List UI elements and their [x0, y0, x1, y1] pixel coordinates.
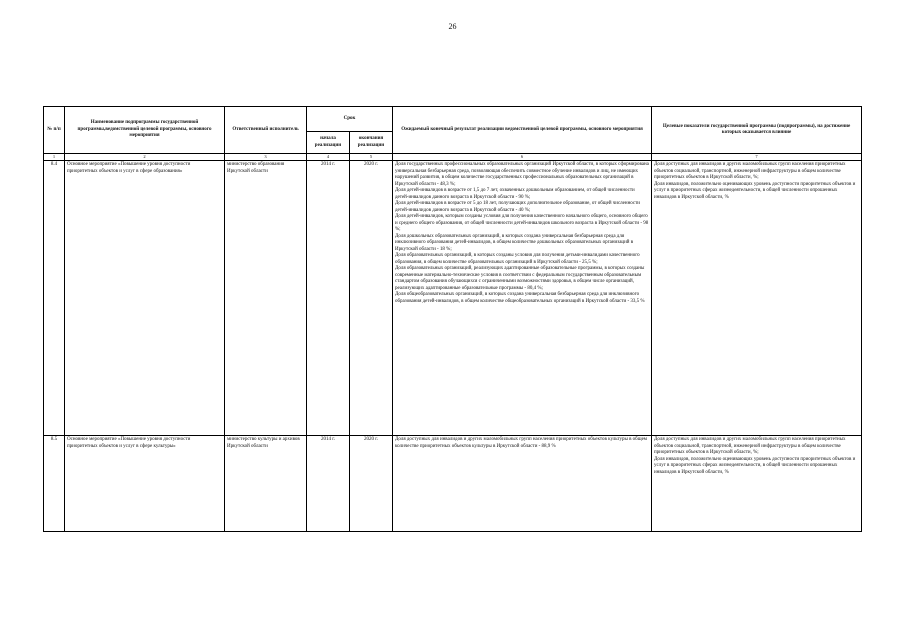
row-indicators [652, 161, 862, 436]
row-indicators [652, 436, 862, 532]
col-number: 6 [393, 154, 652, 161]
col-number: 5 [350, 154, 393, 161]
header-end: окончания реализации [350, 132, 393, 154]
page-number: 26 [448, 22, 457, 31]
column-numbers-row [44, 154, 862, 161]
table-row [44, 436, 862, 532]
row-num: 8.4 [44, 161, 65, 436]
header-indicators: Целевые показатели государственной программы (подпрограммы), на достижение которых оказывается влияние [652, 107, 862, 154]
col-number: 3 [225, 154, 307, 161]
result-line: Доля общеобразовательных организаций, в которых создана универсальная безбарьерная среда для инклюзивного образования детей-инвалидов, в общем количестве общеобразовательных организаций в Иркутской области - 33,5 % [395, 292, 645, 304]
header-num: № п/п [44, 107, 65, 154]
row-result [393, 161, 652, 436]
result-line: Доля детей-инвалидов в возрасте от 1,5 до 7 лет, охваченных дошкольным образованием, от общей численности детей-инвалидов данного возраста в Иркутской области - 90 %; [395, 188, 635, 200]
indicator-line: Доля доступных для инвалидов и других маломобильных групп населения приоритетных объектов социальной, транспортной, инженерной инфраструктуры в общем количестве приоритетных объектов в Иркутской области, %; [654, 437, 846, 455]
header-name: Наименование подпрограммы государственной программы,ведомственной целевой программы, основного мероприятия [65, 107, 225, 154]
row-start: 2014 г. [307, 436, 350, 532]
program-table [43, 106, 862, 532]
result-line: Доля образовательных организаций, в которых созданы условия для получения детьми-инвалидами качественного образования, в общем количестве образовательных организаций в Иркутской области - 25,5 %; [395, 253, 640, 265]
row-end: 2020 г. [350, 436, 393, 532]
indicator-line: Доля инвалидов, положительно оценивающих уровень доступности приоритетных объектов и услуг в приоритетных сферах жизнедеятельности, в общей численности опрошенных инвалидов в Иркутской области, % [654, 181, 856, 200]
col-number: 1 [44, 154, 65, 161]
header-start: начала реализации [307, 132, 350, 154]
header-executor: Ответственный исполнитель [225, 107, 307, 154]
row-name: Основное мероприятие «Повышение уровня доступности приоритетных объектов и услуг в сфере образования» [65, 161, 225, 436]
row-num: 8.5 [44, 436, 65, 532]
col-number: 7 [652, 154, 862, 161]
result-line: Доля детей-инвалидов в возрасте от 5 до 18 лет, получающих дополнительное образование, от общей численности детей-инвалидов данного возраста в Иркутской области - 40 %; [395, 201, 640, 213]
row-start: 2014 г. [307, 161, 350, 436]
result-line: Доля государственных профессиональных образовательных организаций Иркутской области, в которых сформирована универсальная безбарьерная среда, позволяющая обеспечить совместное обучение инвалидов и лиц, не имеющих нарушений развития, в общем количестве государственных профессиональных образовательных организаций в Иркутской области - 48,3 %; [395, 162, 649, 187]
row-executor: министерство культуры и архивов Иркутской области [225, 436, 307, 532]
result-line: Доля образовательных организаций, реализующих адаптированные образовательные программы, в которых созданы современные материально-технические условия в соответствии с федеральным государственным образовательным стандартом образования обучающихся с ограниченными возможностями здоровья, в общем числе организаций, реализующих адаптированные образовательные программы - 80,4 %; [395, 266, 645, 291]
header-result: Ожидаемый конечный результат реализации ведомственной целевой программы, основного мероприятия [393, 107, 652, 154]
col-number: 4 [307, 154, 350, 161]
row-executor: министерство образования Иркутской области [225, 161, 307, 436]
indicator-line: Доля инвалидов, положительно оценивающих уровень доступности приоритетных объектов и услуг в приоритетных сферах жизнедеятельности, в общей численности опрошенных инвалидов в Иркутской области, % [654, 456, 856, 475]
indicator-line: Доля доступных для инвалидов и других маломобильных групп населения приоритетных объектов социальной, транспортной, инженерной инфраструктуры в общем количестве приоритетных объектов в Иркутской области, %; [654, 162, 846, 180]
row-end: 2020 г. [350, 161, 393, 436]
table-row [44, 161, 862, 436]
result-line: Доля детей-инвалидов, которым созданы условия для получения качественного начального общего, основного общего и среднего общего образования, от общей численности детей-инвалидов школьного возраста в Иркутской области - 98 %; [395, 214, 649, 232]
row-name: Основное мероприятие «Повышение уровня доступности приоритетных объектов и услуг в сфере культуры» [65, 436, 225, 532]
header-term: Срок [307, 107, 393, 132]
result-line: Доля дошкольных образовательных организаций, в которых создана универсальная безбарьерная среда для инклюзивного образования детей-инвалидов, в общем количестве дошкольных образовательных организаций в Иркутской области - 18 %; [395, 233, 634, 252]
row-result [393, 436, 652, 532]
col-number: 2 [65, 154, 225, 161]
result-line: Доля доступных для инвалидов и других маломобильных групп населения приоритетных объектов культуры в общем количестве приоритетных объектов культуры в Иркутской области - 88,9 % [395, 437, 647, 449]
